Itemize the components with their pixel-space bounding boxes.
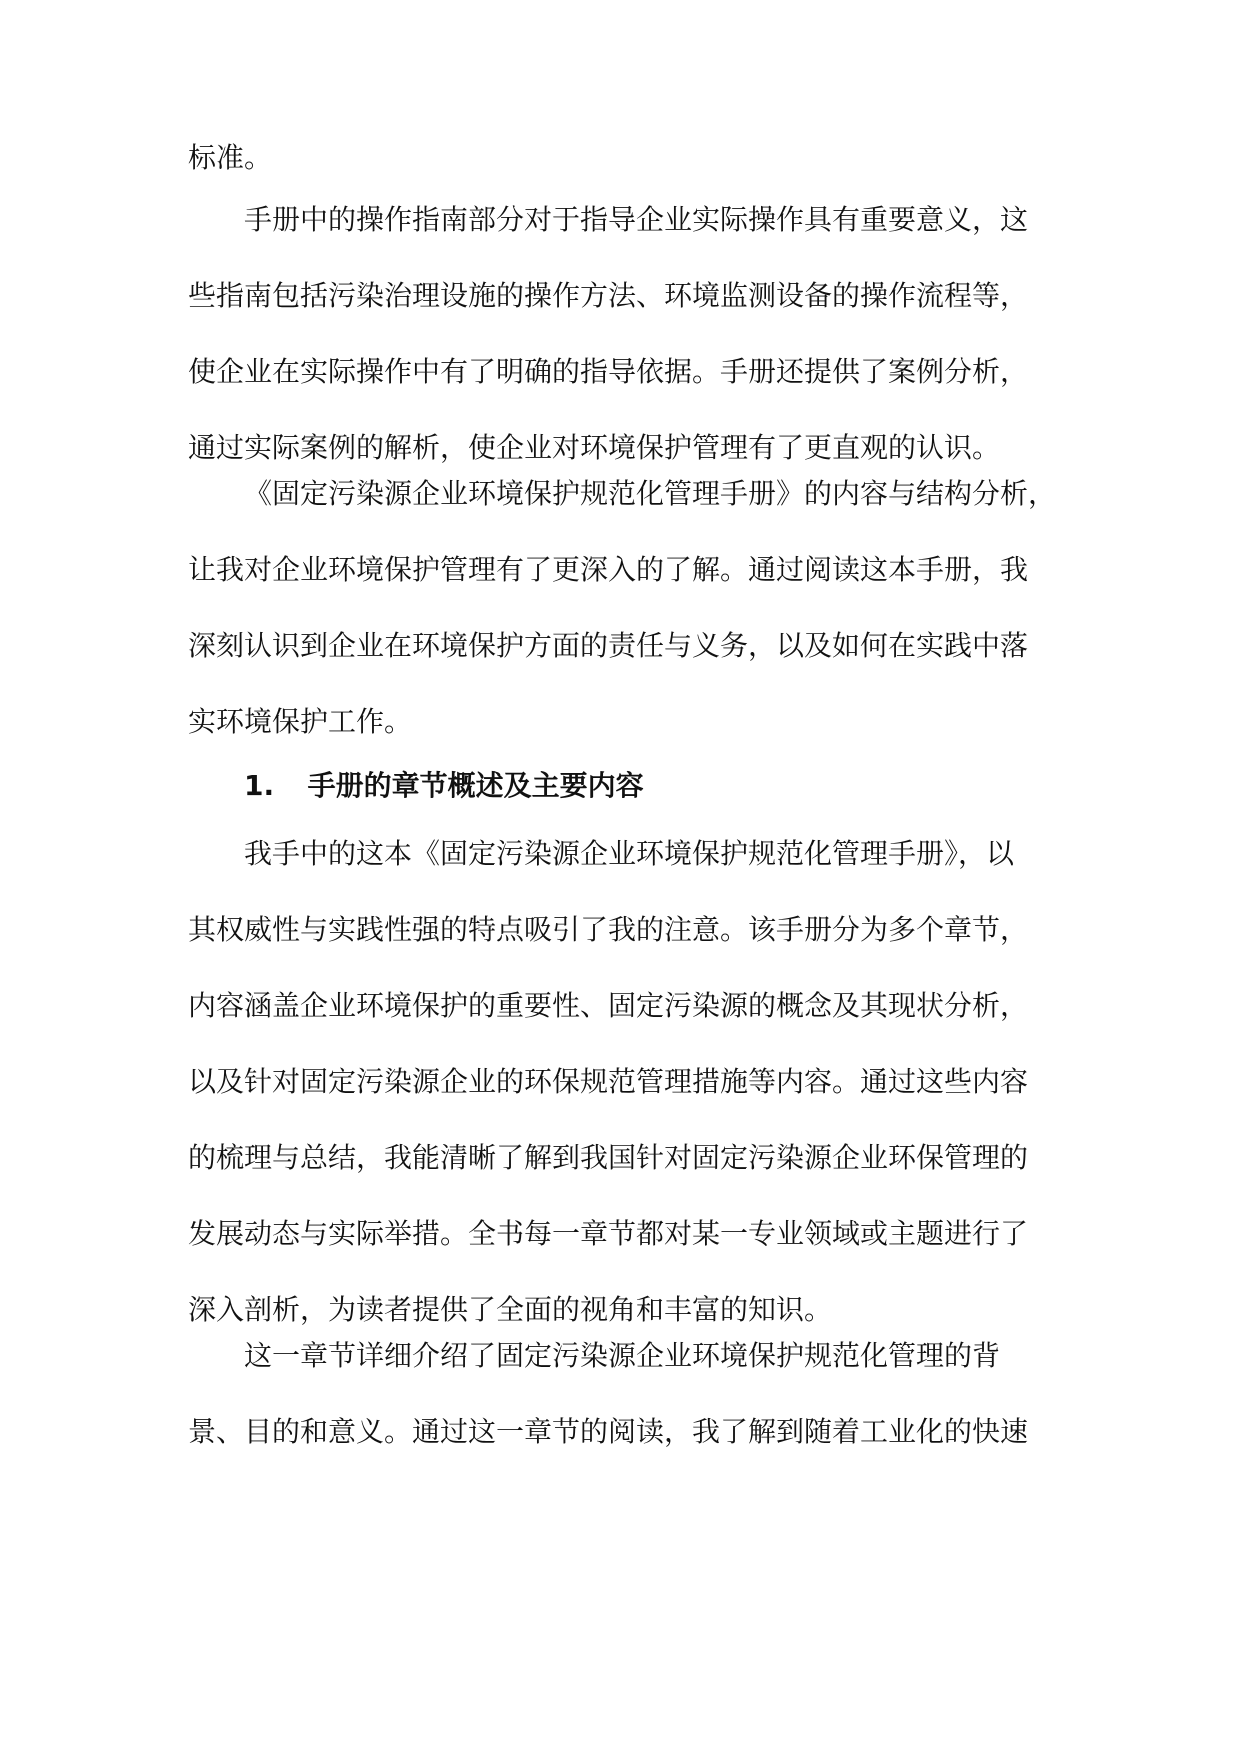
paragraph-line: 深入剖析，为读者提供了全面的视角和丰富的知识。 bbox=[188, 1293, 833, 1326]
paragraph-line: 使企业在实际操作中有了明确的指导依据。手册还提供了案例分析， bbox=[188, 355, 1029, 388]
paragraph-line: 其权威性与实践性强的特点吸引了我的注意。该手册分为多个章节， bbox=[188, 913, 1029, 946]
paragraph-line: 景、目的和意义。通过这一章节的阅读，我了解到随着工业化的快速 bbox=[188, 1415, 1029, 1448]
paragraph-line: 让我对企业环境保护管理有了更深入的了解。通过阅读这本手册，我 bbox=[188, 553, 1029, 586]
paragraph-analysis-summary bbox=[188, 456, 1057, 760]
paragraph-line: 的梳理与总结，我能清晰了解到我国针对固定污染源企业环保管理的 bbox=[188, 1141, 1029, 1174]
paragraph-line: 我手中的这本《固定污染源企业环境保护规范化管理手册》，以 bbox=[244, 837, 1015, 870]
paragraph-line: 发展动态与实际举措。全书每一章节都对某一专业领域或主题进行了 bbox=[188, 1217, 1029, 1250]
paragraph-line: 《固定污染源企业环境保护规范化管理手册》的内容与结构分析， bbox=[244, 477, 1057, 510]
paragraph-line: 深刻认识到企业在环境保护方面的责任与义务，以及如何在实践中落 bbox=[188, 629, 1029, 662]
paragraph-line: 通过实际案例的解析，使企业对环境保护管理有了更直观的认识。 bbox=[188, 431, 1001, 464]
paragraph-line: 些指南包括污染治理设施的操作方法、环境监测设备的操作流程等， bbox=[188, 279, 1029, 312]
paragraph-line: 实环境保护工作。 bbox=[188, 705, 413, 738]
section-title: 手册的章节概述及主要内容 bbox=[307, 769, 644, 802]
paragraph-line: 以及针对固定污染源企业的环保规范管理措施等内容。通过这些内容 bbox=[188, 1065, 1029, 1098]
paragraph-line: 这一章节详细介绍了固定污染源企业环境保护规范化管理的背 bbox=[244, 1339, 1001, 1372]
paragraph-chapter-overview bbox=[188, 816, 1054, 1348]
paragraph-operation-guide bbox=[188, 182, 1054, 486]
paragraph-line: 内容涵盖企业环境保护的重要性、固定污染源的概念及其现状分析， bbox=[188, 989, 1029, 1022]
paragraph-chapter-background bbox=[188, 1318, 1054, 1470]
section-number: 1. bbox=[244, 769, 275, 802]
paragraph-line: 标准。 bbox=[188, 141, 273, 174]
paragraph-line: 手册中的操作指南部分对于指导企业实际操作具有重要意义，这 bbox=[244, 203, 1029, 236]
section-heading bbox=[244, 766, 644, 806]
